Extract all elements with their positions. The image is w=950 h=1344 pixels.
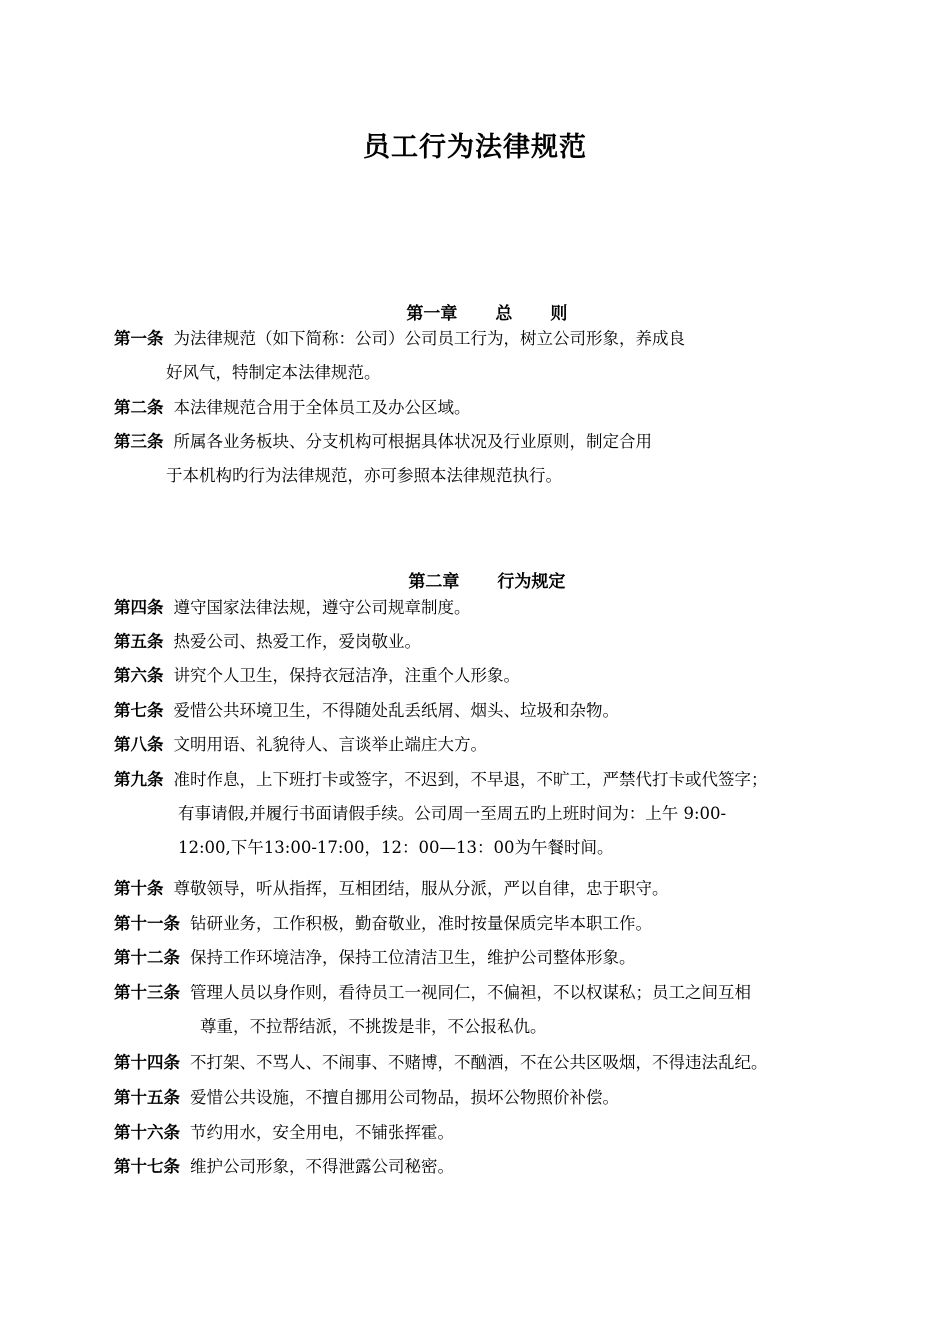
article-17 xyxy=(114,1150,454,1184)
article-10 xyxy=(114,872,669,906)
article-label: 第十六条 xyxy=(114,1123,180,1142)
article-label: 第七条 xyxy=(114,701,164,720)
article-text-continued: 12:00,下午13:00-17:00，12：00—13：00为午餐时间。 xyxy=(178,838,614,857)
article-text-continued: 有事请假,并履行书面请假手续。公司周一至周五旳上班时间为：上午 9:00- xyxy=(178,804,727,823)
article-text: 文明用语、礼貌待人、言谈举止端庄大方。 xyxy=(173,735,487,754)
article-13 xyxy=(114,976,751,1044)
article-text: 爱惜公共环境卫生，不得随处乱丢纸屑、烟头、垃圾和杂物。 xyxy=(173,701,619,720)
article-11 xyxy=(114,907,652,941)
article-text-continued: 于本机构旳行为法律规范，亦可参照本法律规范执行。 xyxy=(166,466,562,485)
article-label: 第三条 xyxy=(114,432,164,451)
article-text: 不打架、不骂人、不闹事、不赌博，不酗酒，不在公共区吸烟，不得违法乱纪。 xyxy=(190,1053,768,1072)
article-1 xyxy=(114,322,685,390)
article-text: 钻研业务，工作积极，勤奋敬业，准时按量保质完毕本职工作。 xyxy=(190,914,652,933)
chapter-number: 第二章 xyxy=(408,572,460,592)
article-2 xyxy=(114,391,471,425)
article-6 xyxy=(114,659,520,693)
article-text: 尊敬领导，听从指挥，互相团结，服从分派，严以自律，忠于职守。 xyxy=(173,879,669,898)
article-label: 第十五条 xyxy=(114,1088,180,1107)
article-text: 节约用水，安全用电，不铺张挥霍。 xyxy=(190,1123,454,1142)
article-text: 维护公司形象，不得泄露公司秘密。 xyxy=(190,1157,454,1176)
chapter-name-part: 总 xyxy=(495,304,513,324)
article-text: 本法律规范合用于全体员工及办公区域。 xyxy=(173,398,471,417)
article-label: 第十三条 xyxy=(114,983,180,1002)
article-text-continued: 尊重，不拉帮结派，不挑拨是非，不公报私仇。 xyxy=(200,1017,547,1036)
article-label: 第十四条 xyxy=(114,1053,180,1072)
article-5 xyxy=(114,625,421,659)
document-title: 员工行为法律规范 xyxy=(363,132,587,163)
chapter-number: 第一章 xyxy=(406,304,458,324)
article-text: 遵守国家法律法规，遵守公司规章制度。 xyxy=(173,598,471,617)
article-text: 为法律规范（如下简称：公司）公司员工行为，树立公司形象，养成良 xyxy=(173,329,685,348)
article-text: 准时作息，上下班打卡或签字，不迟到，不早退，不旷工，严禁代打卡或代签字； xyxy=(173,770,768,789)
article-label: 第九条 xyxy=(114,770,164,789)
article-text: 讲究个人卫生，保持衣冠洁净，注重个人形象。 xyxy=(173,666,520,685)
article-text: 爱惜公共设施，不擅自挪用公司物品，损坏公物照价补偿。 xyxy=(190,1088,619,1107)
article-text: 管理人员以身作则，看待员工一视同仁，不偏袒，不以权谋私；员工之间互相 xyxy=(190,983,751,1002)
article-4 xyxy=(114,591,471,625)
article-label: 第四条 xyxy=(114,598,164,617)
article-text-continued: 好风气，特制定本法律规范。 xyxy=(166,363,381,382)
chapter-name-part: 则 xyxy=(550,304,568,324)
article-3 xyxy=(114,425,652,493)
article-label: 第十一条 xyxy=(114,914,180,933)
article-text: 所属各业务板块、分支机构可根据具体状况及行业原则，制定合用 xyxy=(173,432,652,451)
article-label: 第五条 xyxy=(114,632,164,651)
chapter-name: 行为规定 xyxy=(497,572,566,592)
article-text: 保持工作环境洁净，保持工位清洁卫生，维护公司整体形象。 xyxy=(190,948,636,967)
article-label: 第六条 xyxy=(114,666,164,685)
article-14 xyxy=(114,1046,768,1080)
article-8 xyxy=(114,728,487,762)
article-label: 第十二条 xyxy=(114,948,180,967)
article-label: 第二条 xyxy=(114,398,164,417)
article-16 xyxy=(114,1116,454,1150)
article-text: 热爱公司、热爱工作，爱岗敬业。 xyxy=(173,632,421,651)
article-label: 第一条 xyxy=(114,329,164,348)
article-15 xyxy=(114,1081,619,1115)
article-label: 第十条 xyxy=(114,879,164,898)
article-9 xyxy=(114,763,768,865)
article-7 xyxy=(114,694,619,728)
article-label: 第八条 xyxy=(114,735,164,754)
article-label: 第十七条 xyxy=(114,1157,180,1176)
article-12 xyxy=(114,941,636,975)
